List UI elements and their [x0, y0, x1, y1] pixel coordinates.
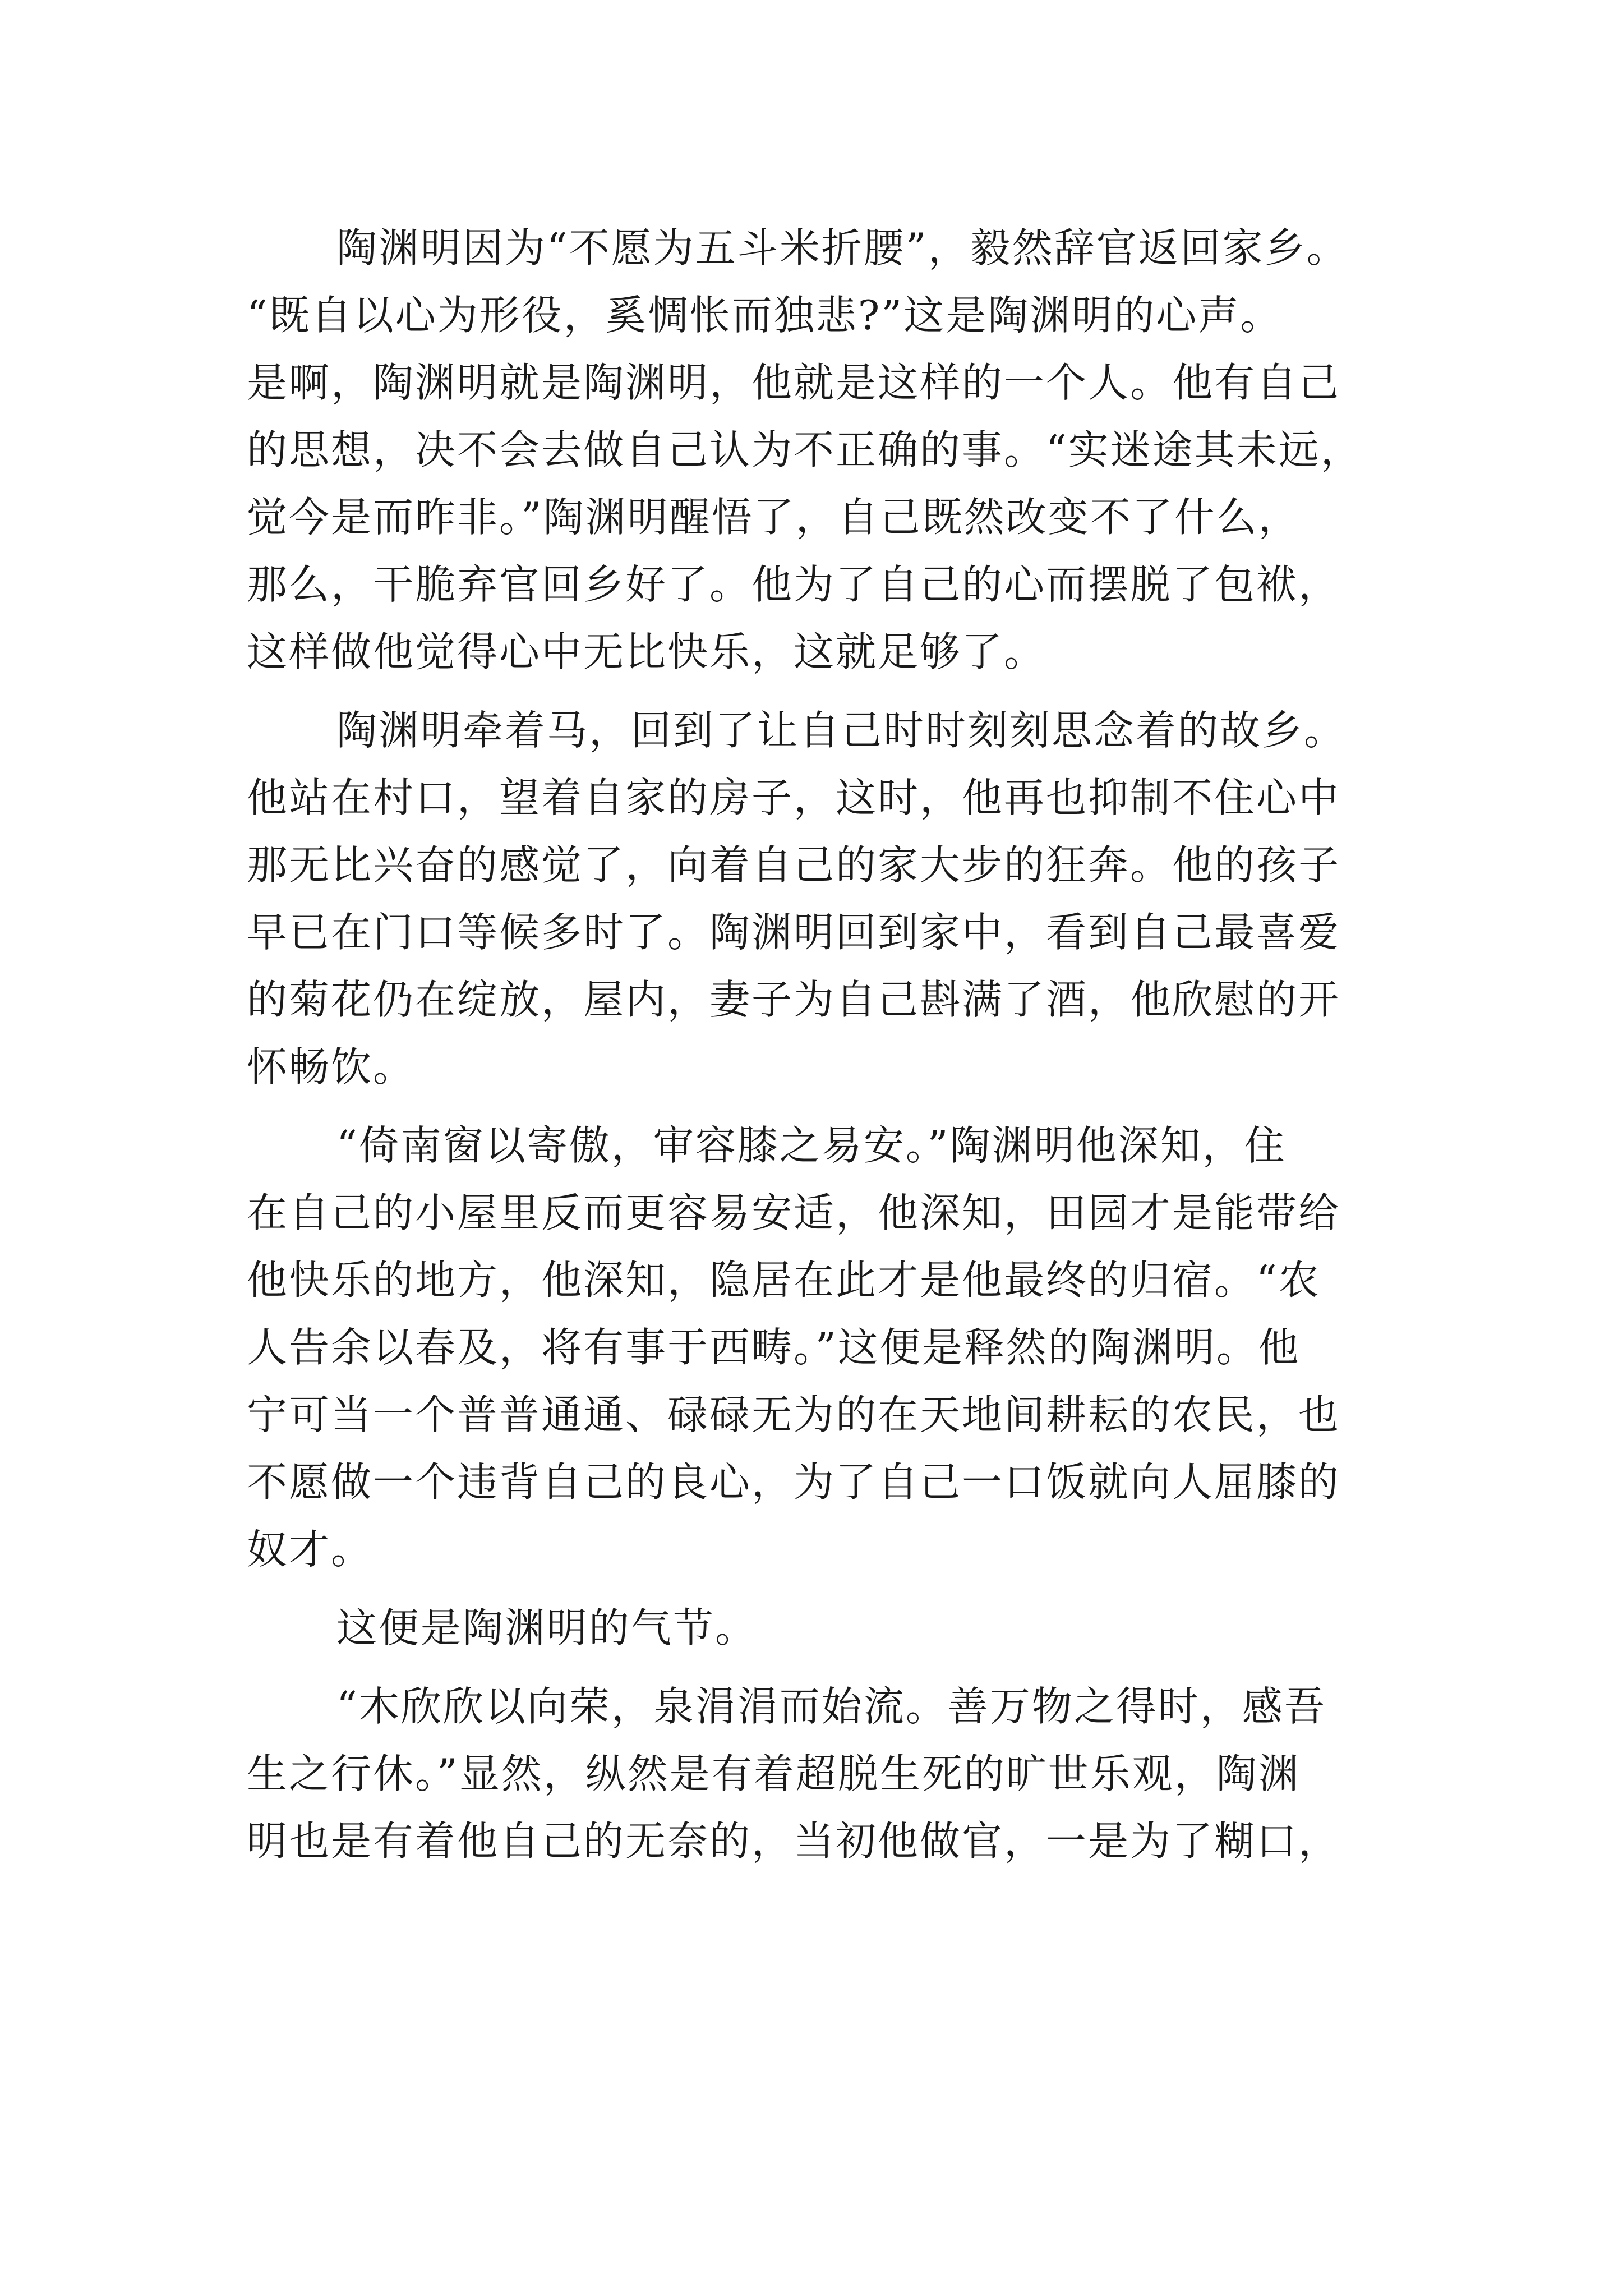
text-line: “既自以心为形役，奚惆怅而独悲?”这是陶渊明的心声。	[247, 292, 1283, 339]
text-line: 这样做他觉得心中无比快乐，这就足够了。	[247, 628, 1046, 675]
paragraph-3	[247, 1112, 1469, 1583]
text-line: 陶渊明因为“不愿为五斗米折腰”，毅然辞官返回家乡。	[336, 224, 1349, 272]
paragraph-5	[247, 1673, 1469, 1875]
text-line: 的菊花仍在绽放，屋内，妻子为自己斟满了酒，他欣慰的开	[247, 976, 1341, 1023]
text-line: 他快乐的地方，他深知，隐居在此才是他最终的归宿。“农	[247, 1257, 1321, 1304]
text-line: 早已在门口等候多时了。陶渊明回到家中，看到自己最喜爱	[247, 909, 1341, 956]
text-line: 奴才。	[247, 1526, 374, 1573]
text-line: 陶渊明牵着马，回到了让自己时时刻刻思念着的故乡。	[336, 707, 1347, 754]
text-line: 是啊，陶渊明就是陶渊明，他就是这样的一个人。他有自己	[247, 359, 1341, 406]
text-line: 人告余以春及，将有事于西畴。”这便是释然的陶渊明。他	[247, 1324, 1301, 1371]
text-line: 觉今是而昨非。”陶渊明醒悟了，自己既然改变不了什么，	[247, 494, 1301, 541]
paragraph-2	[247, 697, 1469, 1101]
text-line: 宁可当一个普普通通、碌碌无为的在天地间耕耘的农民，也	[247, 1391, 1341, 1438]
text-line: 这便是陶渊明的气节。	[336, 1604, 758, 1651]
text-line: 的思想，决不会去做自己认为不正确的事。“实迷途其未远，	[247, 426, 1363, 473]
text-line: 在自己的小屋里反而更容易安适，他深知，田园才是能带给	[247, 1189, 1341, 1236]
text-line: 生之行休。”显然，纵然是有着超脱生死的旷世乐观，陶渊	[247, 1750, 1301, 1797]
text-line: 怀畅饮。	[247, 1043, 416, 1091]
text-line: “倚南窗以寄傲，审容膝之易安。”陶渊明他深知，住	[336, 1122, 1287, 1169]
article-body	[247, 214, 1469, 1875]
text-line: 不愿做一个违背自己的良心，为了自己一口饭就向人屈膝的	[247, 1458, 1341, 1506]
paragraph-1	[247, 214, 1469, 685]
paragraph-4	[247, 1594, 1469, 1662]
text-line: 明也是有着他自己的无奈的，当初他做官，一是为了糊口，	[247, 1818, 1341, 1865]
text-line: 他站在村口，望着自家的房子，这时，他再也抑制不住心中	[247, 774, 1341, 821]
text-line: 那无比兴奋的感觉了，向着自己的家大步的狂奔。他的孩子	[247, 841, 1341, 889]
text-line: “木欣欣以向荣，泉涓涓而始流。善万物之得时，感吾	[336, 1683, 1326, 1730]
text-line: 那么，干脆弃官回乡好了。他为了自己的心而摆脱了包袱，	[247, 561, 1341, 608]
